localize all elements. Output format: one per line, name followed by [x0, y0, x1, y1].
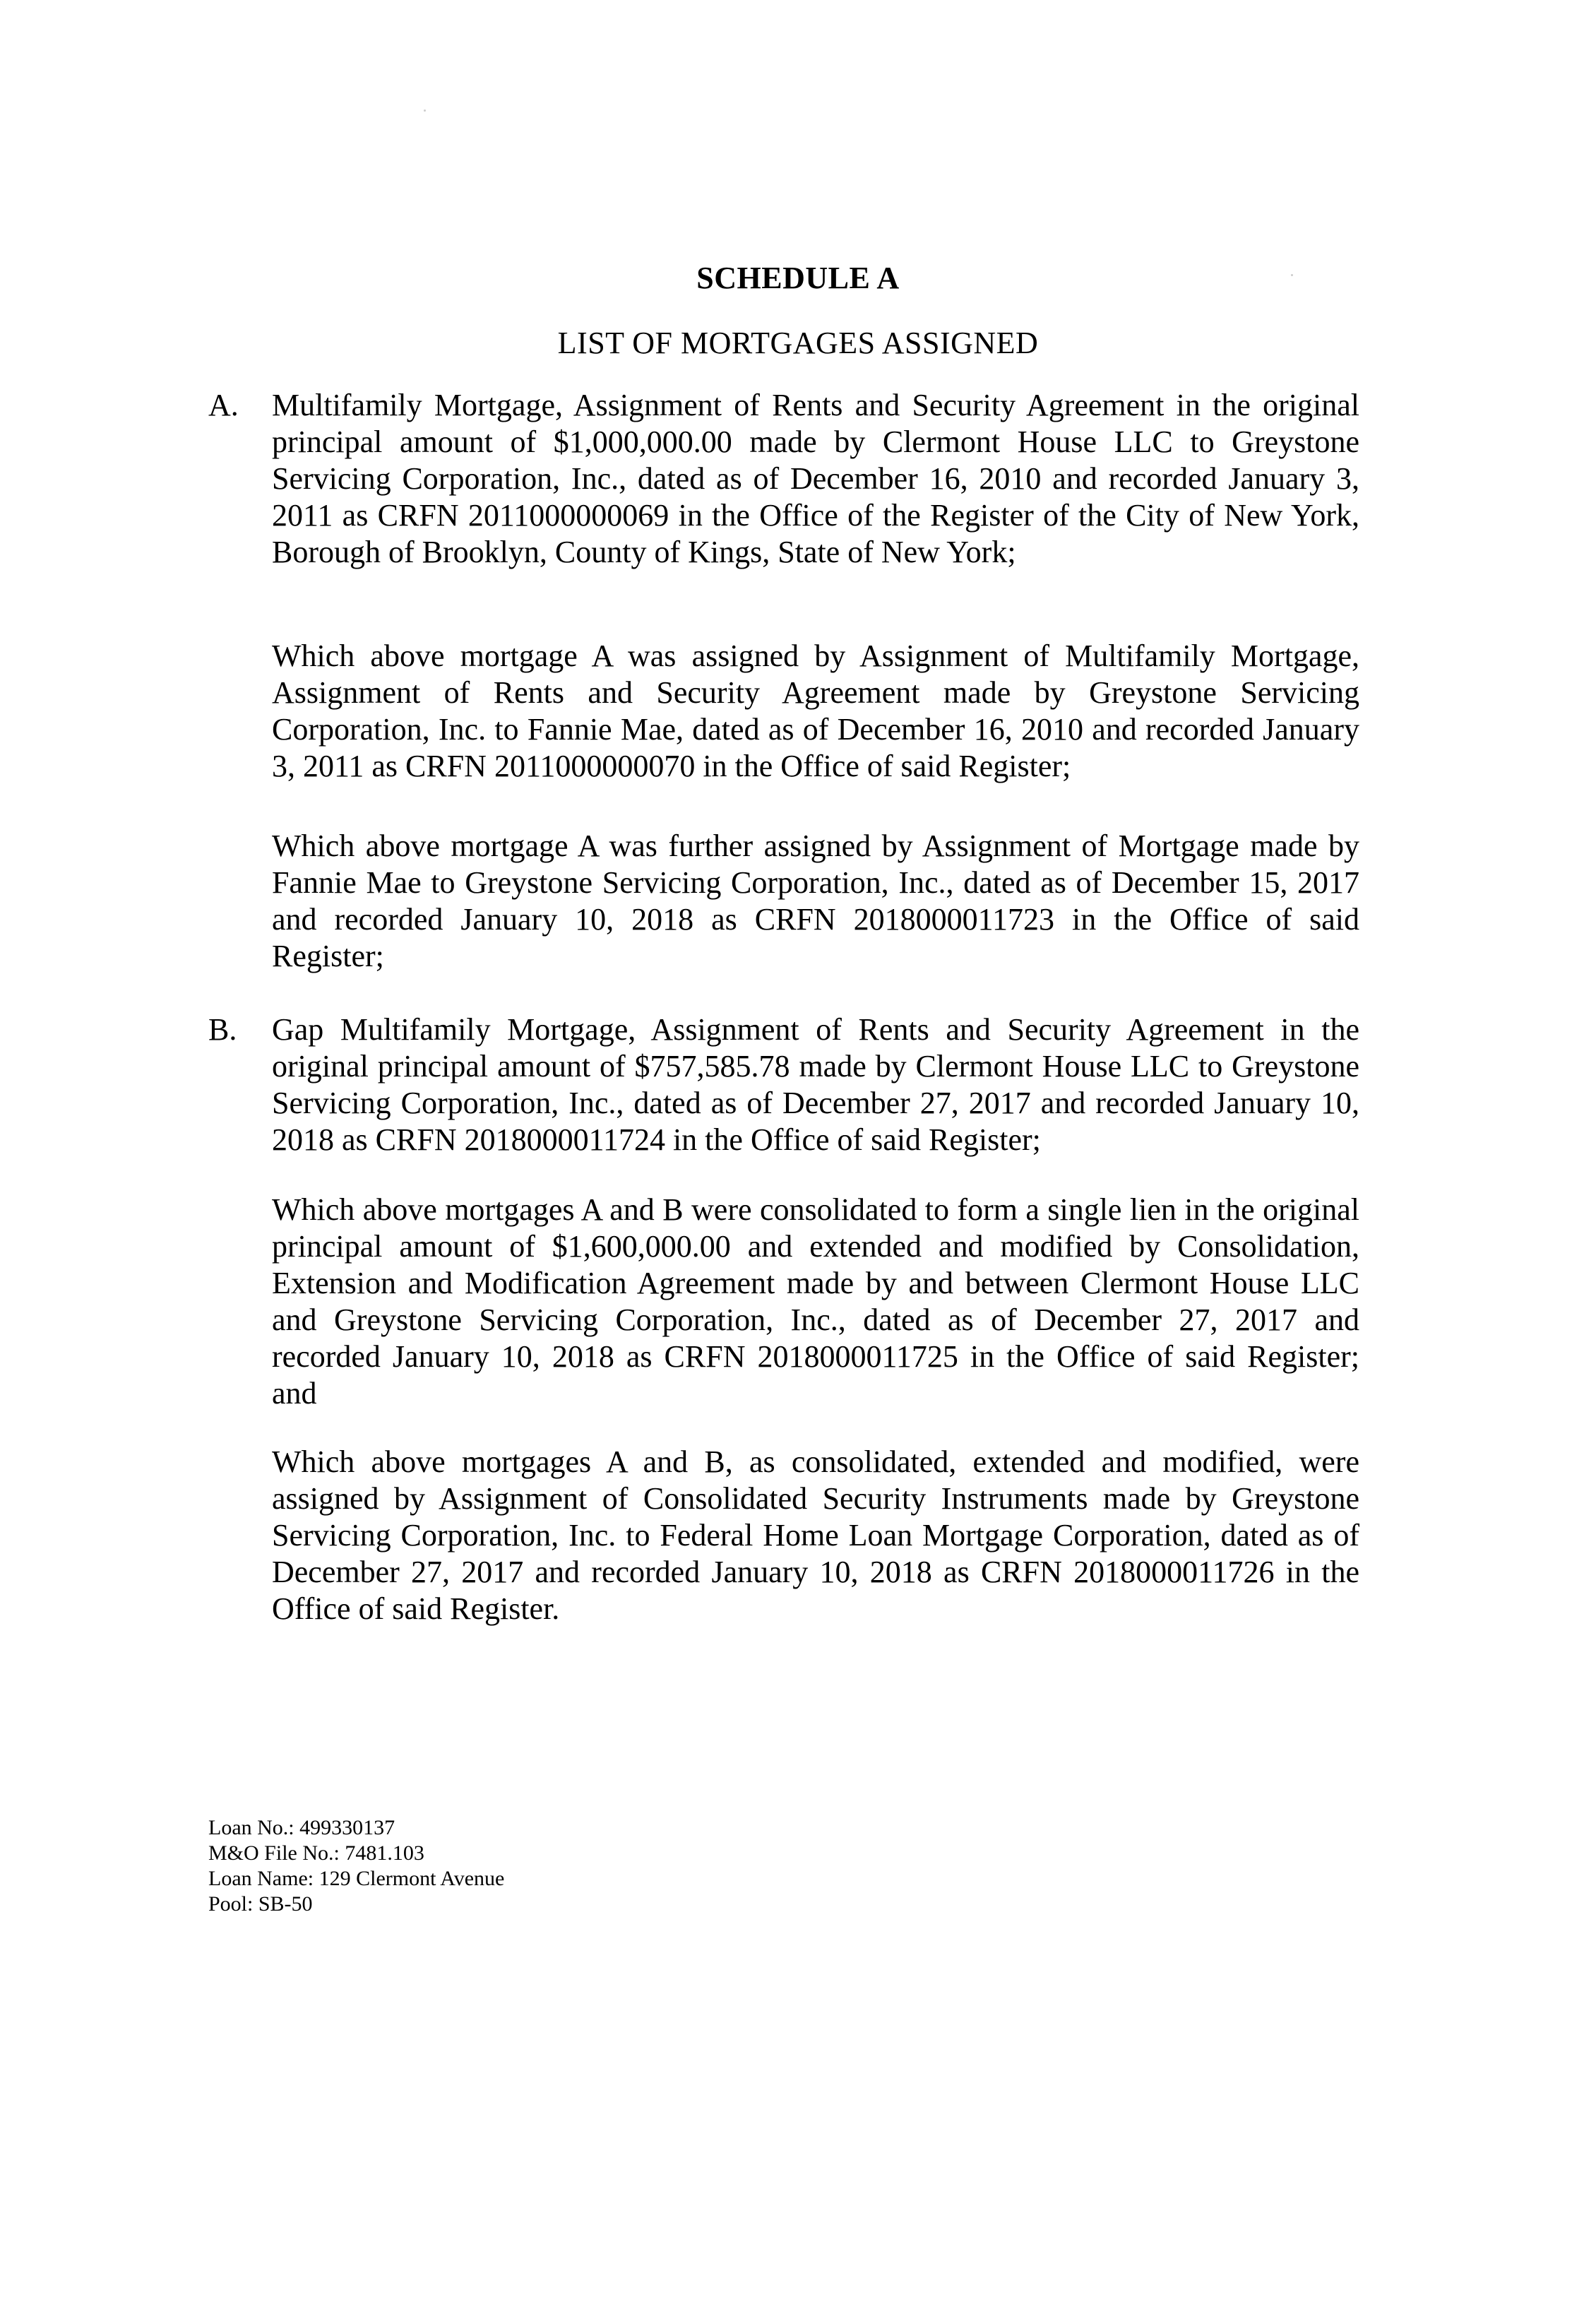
- final-assignment-paragraph: Which above mortgages A and B, as consolidated, extended and modified, were assigned by Assignment of Consolidated Security Instruments made by Greystone Servicing Corporation, Inc. to Federal Home Loan Mortgage Corporation, dated as of December 27, 2017 and recorded January 10, 2018 as CRFN 2018000011726 in the Office of said Register.: [272, 1444, 1359, 1626]
- loan-number: Loan No.: 499330137: [208, 1816, 395, 1839]
- mortgage-item-a: [208, 387, 1359, 571]
- item-text: Gap Multifamily Mortgage, Assignment of Rents and Security Agreement in the original principal amount of $757,585.78 made by Clermont House LLC to Greystone Servicing Corporation, Inc., dated as of December 27, 2017 and recorded January 10, 2018 as CRFN 2018000011724 in the Office of said Register;: [272, 1012, 1359, 1157]
- item-text: Multifamily Mortgage, Assignment of Rents and Security Agreement in the original principal amount of $1,000,000.00 made by Clermont House LLC to Greystone Servicing Corporation, Inc., dated as of December 16, 2010 and recorded January 3, 2011 as CRFN 2011000000069 in the Office of the Register of the City of New York, Borough of Brooklyn, County of Kings, State of New York;: [272, 388, 1359, 569]
- file-number: M&O File No.: 7481.103: [208, 1841, 424, 1865]
- loan-name: Loan Name: 129 Clermont Avenue: [208, 1867, 505, 1890]
- assignment-paragraph-1: Which above mortgage A was assigned by Assignment of Multifamily Mortgage, Assignment of Rents and Security Agreement made by Greystone Servicing Corporation, Inc. to Fannie Mae, dated as of December 16, 2010 and recorded January 3, 2011 as CRFN 2011000000070 in the Office of said Register;: [272, 639, 1359, 783]
- item-letter: A.: [208, 388, 239, 422]
- page-title: SCHEDULE A: [696, 261, 900, 295]
- scan-speck: [424, 109, 426, 112]
- consolidation-paragraph: Which above mortgages A and B were consolidated to form a single lien in the original principal amount of $1,600,000.00 and extended and modified by Consolidation, Extension and Modification Agreement made by and between Clermont House LLC and Greystone Servicing Corporation, Inc., dated as of December 27, 2017 and recorded January 10, 2018 as CRFN 2018000011725 in the Office of said Register; and: [272, 1192, 1359, 1411]
- item-letter: B.: [208, 1012, 237, 1047]
- mortgage-item-b: [208, 1011, 1359, 1158]
- assignment-paragraph-2: Which above mortgage A was further assigned by Assignment of Mortgage made by Fannie Mae to Greystone Servicing Corporation, Inc., dated as of December 15, 2017 and recorded January 10, 2018 as CRFN 2018000011723 in the Office of said Register;: [272, 829, 1359, 973]
- loan-footer: [208, 1815, 504, 1917]
- pool-name: Pool: SB-50: [208, 1892, 313, 1916]
- scan-speck: [1291, 274, 1293, 276]
- page-subtitle: LIST OF MORTGAGES ASSIGNED: [557, 326, 1039, 360]
